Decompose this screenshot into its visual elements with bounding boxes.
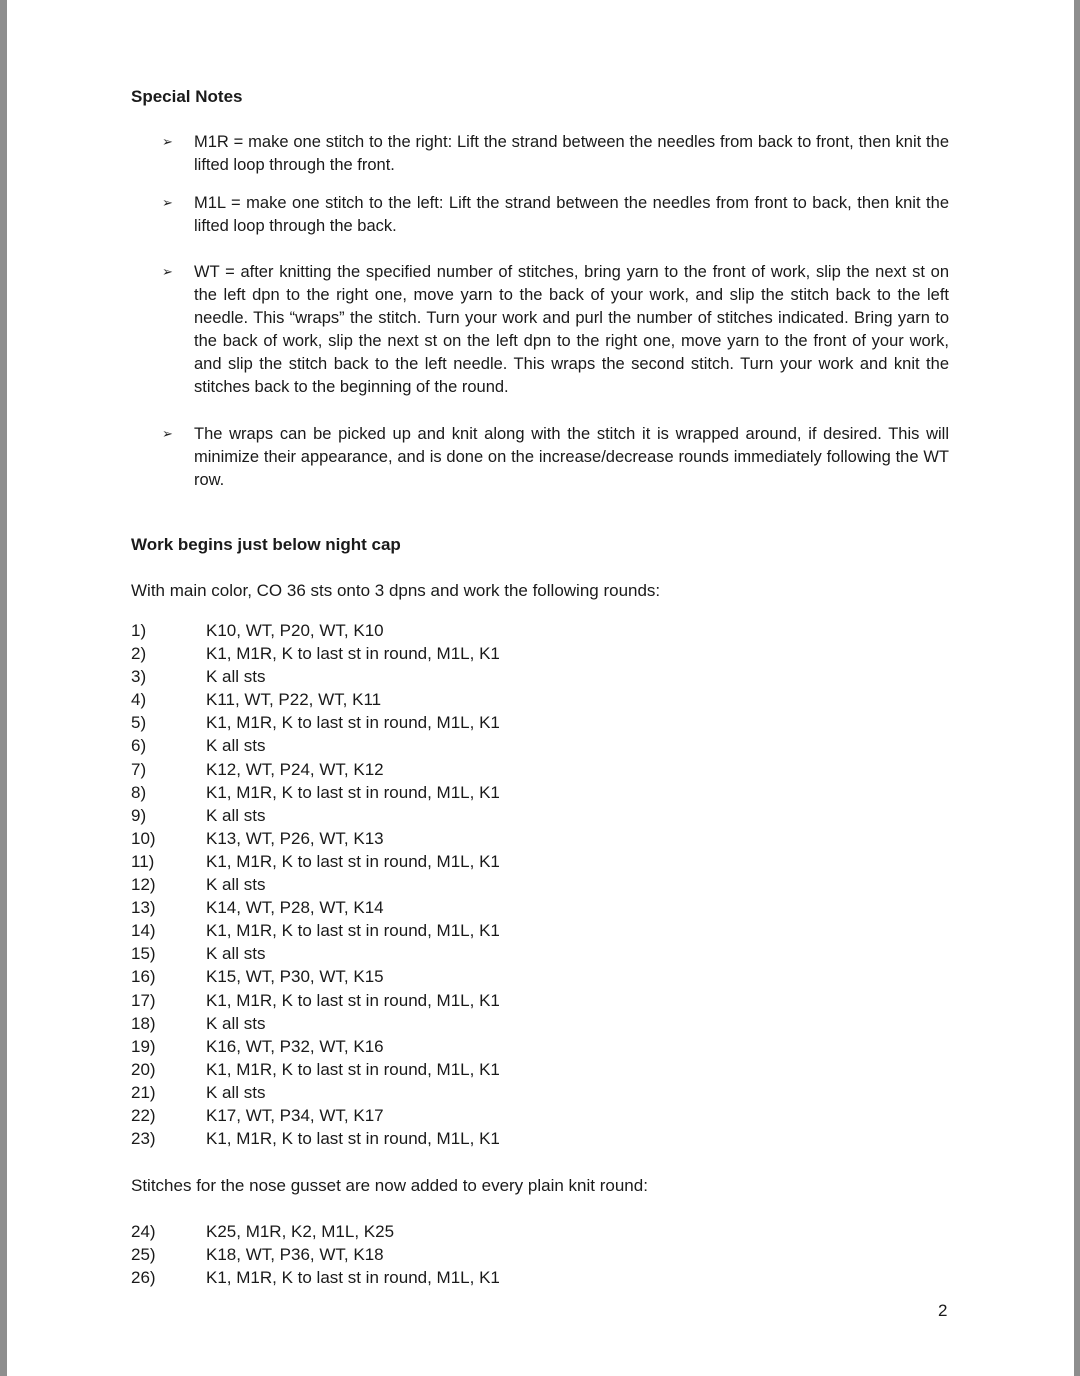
round-instruction: K11, WT, P22, WT, K11 (206, 690, 382, 710)
round-row (131, 1081, 731, 1104)
round-number: 20) (131, 1059, 156, 1079)
round-row (131, 965, 731, 988)
round-row (131, 873, 731, 896)
gusset-paragraph: Stitches for the nose gusset are now added to every plain knit round: (131, 1176, 648, 1195)
round-instruction: K16, WT, P32, WT, K16 (206, 1036, 384, 1056)
round-instruction: K10, WT, P20, WT, K10 (206, 621, 384, 640)
arrow-bullet-icon: ➢ (162, 135, 173, 150)
arrow-bullet-icon: ➢ (162, 427, 173, 442)
round-number: 5) (131, 713, 147, 733)
round-instruction: K all sts (206, 1013, 266, 1033)
round-number: 19) (131, 1036, 156, 1056)
round-instruction: K1, M1R, K to last st in round, M1L, K1 (206, 1129, 500, 1149)
round-instruction: K all sts (206, 667, 266, 687)
round-number: 18) (131, 1013, 156, 1033)
page-left-edge (0, 0, 7, 1376)
gusset-rounds-list (131, 1220, 731, 1289)
round-row (131, 1243, 731, 1266)
round-row (131, 665, 731, 688)
round-number: 9) (131, 805, 147, 825)
round-instruction: K all sts (206, 875, 266, 895)
special-notes-heading: Special Notes (131, 87, 243, 106)
round-row (131, 896, 731, 919)
intro-paragraph: With main color, CO 36 sts onto 3 dpns and work the following rounds: (131, 581, 661, 600)
note-text: M1R = make one stitch to the right: Lift the strand between the needles from back to front, then knit the lifted loop through the front. (194, 133, 949, 174)
round-instruction: K1, M1R, K to last st in round, M1L, K1 (206, 921, 500, 941)
round-row (131, 688, 731, 711)
arrow-bullet-icon: ➢ (162, 196, 173, 211)
round-instruction: K1, M1R, K to last st in round, M1L, K1 (206, 990, 500, 1010)
page-number: 2 (938, 1301, 948, 1320)
round-number: 2) (131, 644, 147, 664)
round-number: 13) (131, 898, 156, 918)
round-number: 11) (131, 851, 155, 871)
round-number: 17) (131, 990, 156, 1010)
note-text: WT = after knitting the specified number of stitches, bring yarn to the front of work, slip the next st on the left dpn to the right one, move yarn to the back of your work, and slip the stitch back to the left needle. This “wraps” the stitch. Turn your work and purl the number of stitches indicated. Bring yarn to the back of work, slip the next st on the left dpn to the right one, move yarn to the front of your work, and slip the stitch back to the left needle. This wraps the second stitch. Turn your work and knit the stitches back to the beginning of the round. (194, 263, 949, 396)
round-number: 6) (131, 736, 147, 756)
round-number: 15) (131, 944, 156, 964)
round-instruction: K17, WT, P34, WT, K17 (206, 1105, 384, 1125)
round-row (131, 942, 731, 965)
round-instruction: K15, WT, P30, WT, K15 (206, 967, 384, 987)
round-instruction: K12, WT, P24, WT, K12 (206, 759, 384, 779)
round-number: 16) (131, 967, 156, 987)
round-row (131, 989, 731, 1012)
round-row (131, 1012, 731, 1035)
round-number: 12) (131, 875, 156, 895)
round-row (131, 804, 731, 827)
round-number: 14) (131, 921, 156, 941)
round-instruction: K25, M1R, K2, M1L, K25 (206, 1222, 395, 1241)
round-row (131, 711, 731, 734)
round-number: 7) (131, 759, 147, 779)
round-row (131, 734, 731, 757)
round-number: 3) (131, 667, 147, 687)
round-row (131, 919, 731, 942)
round-instruction: K all sts (206, 736, 266, 756)
round-instruction: K1, M1R, K to last st in round, M1L, K1 (206, 782, 500, 802)
round-number: 26) (131, 1268, 156, 1288)
round-instruction: K1, M1R, K to last st in round, M1L, K1 (206, 1268, 500, 1288)
round-row (131, 850, 731, 873)
round-row (131, 758, 731, 781)
round-row (131, 1266, 731, 1289)
round-row (131, 781, 731, 804)
round-instruction: K1, M1R, K to last st in round, M1L, K1 (206, 713, 500, 733)
round-number: 22) (131, 1105, 156, 1125)
round-instruction: K all sts (206, 944, 266, 964)
round-number: 10) (131, 828, 156, 848)
round-number: 4) (131, 690, 147, 710)
page-right-edge (1074, 0, 1080, 1376)
round-number: 21) (131, 1082, 156, 1102)
round-instruction: K14, WT, P28, WT, K14 (206, 898, 384, 918)
round-instruction: K13, WT, P26, WT, K13 (206, 828, 384, 848)
round-instruction: K18, WT, P36, WT, K18 (206, 1245, 384, 1265)
round-instruction: K all sts (206, 805, 266, 825)
round-row (131, 619, 731, 642)
round-number: 24) (131, 1222, 156, 1241)
round-number: 25) (131, 1245, 156, 1265)
round-instruction: K1, M1R, K to last st in round, M1L, K1 (206, 1059, 500, 1079)
rounds-list (131, 619, 731, 1150)
round-row (131, 1220, 731, 1243)
section-heading: Work begins just below night cap (131, 535, 401, 554)
round-row (131, 1127, 731, 1150)
round-row (131, 1035, 731, 1058)
round-row (131, 1058, 731, 1081)
round-number: 1) (131, 621, 147, 640)
round-instruction: K1, M1R, K to last st in round, M1L, K1 (206, 644, 500, 664)
round-number: 8) (131, 782, 147, 802)
note-text: M1L = make one stitch to the left: Lift the strand between the needles from front to back, then knit the lifted loop through the back. (194, 194, 949, 235)
document-page (7, 0, 1074, 1376)
round-instruction: K1, M1R, K to last st in round, M1L, K1 (206, 851, 500, 871)
arrow-bullet-icon: ➢ (162, 265, 173, 280)
round-row (131, 642, 731, 665)
round-instruction: K all sts (206, 1082, 266, 1102)
round-row (131, 827, 731, 850)
note-text: The wraps can be picked up and knit along with the stitch it is wrapped around, if desired. This will minimize their appearance, and is done on the increase/decrease rounds immediately following the WT row. (194, 425, 949, 489)
round-row (131, 1104, 731, 1127)
round-number: 23) (131, 1129, 156, 1149)
